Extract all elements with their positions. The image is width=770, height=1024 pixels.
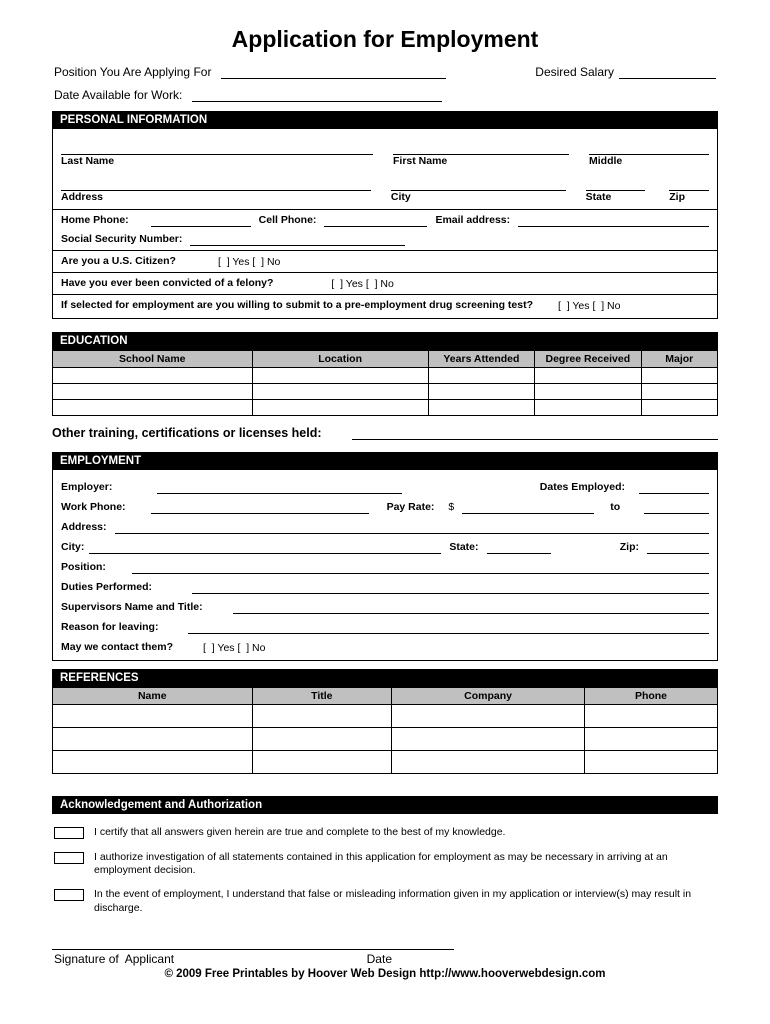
home-phone-input-line[interactable] (151, 215, 251, 227)
desired-salary-input-line[interactable] (619, 66, 716, 79)
education-table (52, 350, 718, 416)
position-held-input-line[interactable] (132, 562, 709, 574)
first-name-input-line[interactable] (393, 141, 569, 155)
authorize-checkbox[interactable] (54, 852, 84, 864)
drug-test-question-row (53, 294, 717, 318)
state-input-line[interactable] (586, 177, 646, 191)
references-row-2 (53, 728, 718, 751)
references-cell[interactable] (584, 728, 717, 751)
signature-of-applicant-label: Signature of Applicant (54, 952, 175, 967)
references-cell[interactable] (392, 751, 585, 774)
education-header-degree-received: Degree Received (535, 351, 641, 368)
ssn-row (53, 231, 717, 250)
education-cell[interactable] (252, 368, 428, 384)
authorize-statement: I authorize investigation of all statements contained in this application for employment as may be necessary in arriving at an employment decision. (94, 850, 668, 877)
references-header-name: Name (53, 688, 253, 705)
middle-name-field (589, 141, 709, 168)
position-label: Position You Are Applying For (54, 65, 212, 79)
employer-address-input-line[interactable] (115, 522, 709, 534)
currency-symbol: $ (448, 501, 455, 513)
state-label: State (585, 191, 612, 203)
zip-label: Zip (669, 191, 686, 203)
duties-label: Duties Performed: (61, 581, 153, 593)
citizen-yes-no-checkboxes[interactable]: [ ] Yes [ ] No (217, 256, 281, 268)
personal-info-box (52, 129, 718, 319)
phones-email-row (53, 209, 717, 231)
position-held-label: Position: (61, 561, 106, 573)
desired-salary-label: Desired Salary (535, 65, 614, 79)
middle-name-label: Middle (589, 155, 623, 167)
education-cell[interactable] (53, 384, 253, 400)
pay-rate-to-input-line[interactable] (644, 502, 709, 514)
pay-rate-from-input-line[interactable] (462, 502, 594, 514)
references-header-row (53, 688, 718, 705)
signature-date-label: Date (366, 952, 392, 967)
address-input-line[interactable] (61, 177, 371, 191)
ssn-input-line[interactable] (190, 234, 405, 246)
references-table (52, 687, 718, 774)
education-cell[interactable] (641, 368, 718, 384)
cell-phone-label: Cell Phone: (258, 214, 317, 226)
ack-item-certify (54, 826, 716, 840)
employer-state-label: State: (449, 541, 479, 553)
drug-test-question-label: If selected for employment are you willing to submit to a pre-employment drug screening test? (61, 299, 533, 311)
dates-employed-label: Dates Employed: (539, 481, 625, 493)
references-cell[interactable] (392, 705, 585, 728)
employer-row (53, 474, 717, 494)
discharge-statement: In the event of employment, I understand that false or misleading information given in my application or interview(s) may result in discharge. (94, 887, 692, 914)
section-header-employment: EMPLOYMENT (52, 452, 718, 470)
references-cell[interactable] (53, 728, 253, 751)
references-cell[interactable] (53, 705, 253, 728)
employer-label: Employer: (61, 481, 113, 493)
references-cell[interactable] (252, 751, 392, 774)
address-label: Address (61, 191, 104, 203)
position-salary-row (54, 65, 716, 79)
last-name-input-line[interactable] (61, 141, 373, 155)
other-training-label: Other training, certifications or licenses held: (52, 426, 322, 440)
employer-city-label: City: (61, 541, 85, 553)
section-header-references: REFERENCES (52, 669, 718, 687)
education-row-3 (53, 400, 718, 416)
section-header-education: EDUCATION (52, 332, 718, 350)
ack-item-authorize (54, 851, 716, 878)
dates-employed-input-line[interactable] (639, 482, 709, 494)
first-name-field (393, 141, 569, 168)
employer-address-row (53, 514, 717, 534)
address-fields-row (53, 168, 717, 209)
education-cell[interactable] (641, 400, 718, 416)
references-row-1 (53, 705, 718, 728)
education-cell[interactable] (428, 368, 534, 384)
employer-zip-input-line[interactable] (647, 542, 709, 554)
duties-input-line[interactable] (192, 582, 709, 594)
education-cell[interactable] (535, 384, 641, 400)
zip-field (669, 177, 709, 204)
education-row-1 (53, 368, 718, 384)
may-we-contact-yes-no-checkboxes[interactable]: [ ] Yes [ ] No (203, 642, 266, 654)
references-header-title: Title (252, 688, 392, 705)
felony-question-label: Have you ever been convicted of a felony? (61, 277, 274, 289)
education-cell[interactable] (535, 368, 641, 384)
copyright-footer: © 2009 Free Printables by Hoover Web Design http://www.hooverwebdesign.com (164, 968, 606, 981)
references-cell[interactable] (584, 705, 717, 728)
education-row-2 (53, 384, 718, 400)
page-title: Application for Employment (231, 26, 539, 52)
signature-block (52, 949, 454, 966)
employment-box (52, 470, 718, 661)
discharge-checkbox[interactable] (54, 889, 84, 901)
city-field (391, 177, 566, 204)
pay-rate-label: Pay Rate: (386, 501, 435, 513)
reason-for-leaving-input-line[interactable] (188, 622, 709, 634)
zip-input-line[interactable] (669, 177, 709, 191)
employer-city-state-zip-row (53, 534, 717, 554)
duties-row (53, 574, 717, 594)
references-cell[interactable] (584, 751, 717, 774)
email-label: Email address: (435, 214, 511, 226)
may-we-contact-row (53, 634, 717, 654)
education-cell[interactable] (53, 400, 253, 416)
education-cell[interactable] (252, 400, 428, 416)
supervisor-input-line[interactable] (233, 602, 709, 614)
education-header-major: Major (641, 351, 718, 368)
employer-address-label: Address: (61, 521, 107, 533)
signature-labels-row (52, 951, 454, 966)
first-name-label: First Name (393, 155, 448, 167)
position-input-line[interactable] (221, 66, 446, 79)
citizen-question-row (53, 250, 717, 272)
date-available-row (54, 88, 716, 102)
date-available-label: Date Available for Work: (54, 88, 183, 102)
cell-phone-input-line[interactable] (324, 215, 427, 227)
position-row (53, 554, 717, 574)
references-cell[interactable] (53, 751, 253, 774)
employer-state-input-line[interactable] (487, 542, 551, 554)
home-phone-label: Home Phone: (61, 214, 129, 226)
work-phone-input-line[interactable] (151, 502, 369, 514)
education-cell[interactable] (53, 368, 253, 384)
drug-test-yes-no-checkboxes[interactable]: [ ] Yes [ ] No (558, 300, 621, 312)
last-name-label: Last Name (61, 155, 115, 167)
certify-statement: I certify that all answers given herein are true and complete to the best of my knowledge. (94, 826, 506, 838)
may-we-contact-label: May we contact them? (61, 641, 174, 653)
other-training-row (52, 426, 718, 440)
address-field (61, 177, 371, 204)
section-header-personal-information: PERSONAL INFORMATION (52, 111, 718, 129)
references-cell[interactable] (252, 728, 392, 751)
pay-rate-to-label: to (610, 501, 621, 513)
citizen-question-label: Are you a U.S. Citizen? (61, 255, 176, 267)
felony-yes-no-checkboxes[interactable]: [ ] Yes [ ] No (331, 278, 394, 290)
references-header-company: Company (392, 688, 585, 705)
work-phone-label: Work Phone: (61, 501, 126, 513)
education-header-row (53, 351, 718, 368)
city-input-line[interactable] (391, 177, 566, 191)
education-cell[interactable] (428, 400, 534, 416)
supervisor-label: Supervisors Name and Title: (61, 601, 203, 613)
date-available-input-line[interactable] (192, 89, 442, 102)
references-cell[interactable] (392, 728, 585, 751)
references-header-phone: Phone (584, 688, 717, 705)
work-phone-pay-rate-row (53, 494, 717, 514)
last-name-field (61, 141, 373, 168)
employer-zip-label: Zip: (619, 541, 639, 553)
ack-item-discharge (54, 888, 716, 915)
state-field (586, 177, 646, 204)
certify-checkbox[interactable] (54, 827, 84, 839)
education-header-years-attended: Years Attended (428, 351, 534, 368)
city-label: City (390, 191, 411, 203)
education-cell[interactable] (535, 400, 641, 416)
felony-question-row (53, 272, 717, 294)
other-training-input-line[interactable] (352, 428, 718, 440)
references-cell[interactable] (252, 705, 392, 728)
email-input-line[interactable] (518, 215, 709, 227)
name-fields-row (53, 129, 717, 168)
education-cell[interactable] (428, 384, 534, 400)
reason-for-leaving-label: Reason for leaving: (61, 621, 159, 633)
education-cell[interactable] (641, 384, 718, 400)
education-cell[interactable] (252, 384, 428, 400)
supervisor-row (53, 594, 717, 614)
employer-input-line[interactable] (157, 482, 402, 494)
education-header-location: Location (252, 351, 428, 368)
employer-city-input-line[interactable] (89, 542, 441, 554)
education-header-school-name: School Name (53, 351, 253, 368)
middle-name-input-line[interactable] (589, 141, 709, 155)
references-row-3 (53, 751, 718, 774)
section-header-acknowledgement: Acknowledgement and Authorization (52, 796, 718, 814)
reason-for-leaving-row (53, 614, 717, 634)
ssn-label: Social Security Number: (61, 233, 183, 245)
